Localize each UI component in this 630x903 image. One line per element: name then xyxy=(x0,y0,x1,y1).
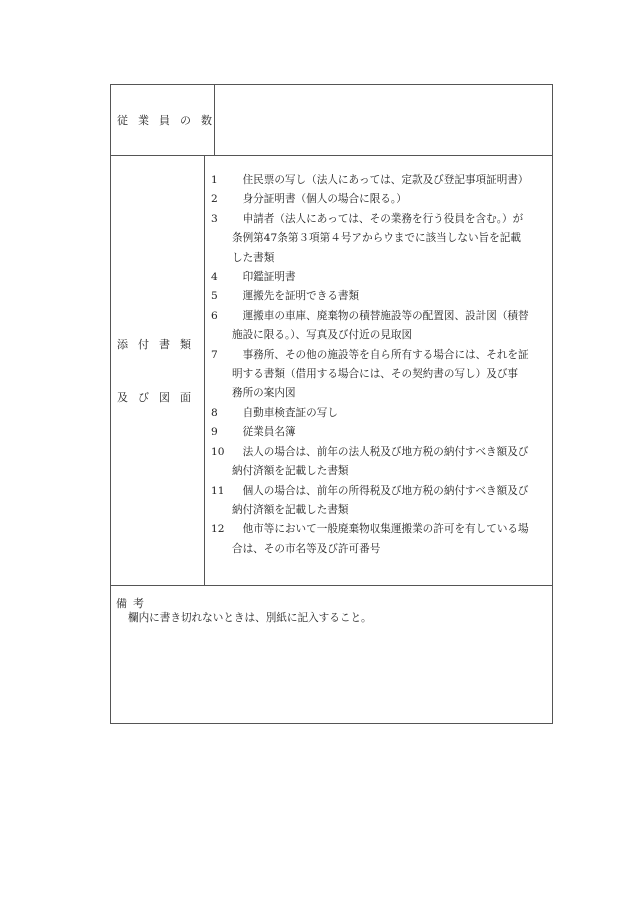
employees-label-cell xyxy=(111,85,222,155)
list-item xyxy=(211,287,549,306)
item-number: 8 xyxy=(211,406,218,419)
attachments-row xyxy=(111,156,552,586)
list-item xyxy=(211,171,549,190)
attachments-label-cell xyxy=(111,156,205,585)
list-item xyxy=(211,346,549,404)
item-text: 法人の場合は、前年の法人税及び地方税の納付すべき額及び 納付済額を記載した書類 xyxy=(232,445,529,478)
remarks-row xyxy=(111,586,552,724)
list-item xyxy=(211,443,549,482)
item-number: 7 xyxy=(211,348,218,361)
remarks-note: 欄内に書き切れないときは、別紙に記入すること。 xyxy=(128,612,372,624)
list-item xyxy=(211,520,549,559)
list-item xyxy=(211,423,549,442)
item-number: 3 xyxy=(211,212,218,225)
remarks-title: 備考 xyxy=(116,597,150,610)
item-number: 9 xyxy=(211,426,218,439)
attachments-list xyxy=(211,171,549,559)
item-text: 従業員名簿 xyxy=(232,426,296,439)
list-item xyxy=(211,482,549,521)
list-item xyxy=(211,268,549,287)
item-number: 2 xyxy=(211,193,218,206)
item-number: 6 xyxy=(211,309,218,322)
item-number: 12 xyxy=(211,523,225,536)
employees-label: 従業員の数 xyxy=(117,114,222,127)
item-text: 自動車検査証の写し xyxy=(232,406,338,419)
item-text: 住民票の写し（法人にあっては、定款及び登記事項証明書） xyxy=(232,174,529,186)
item-text: 身分証明書（個人の場合に限る。） xyxy=(232,193,407,206)
item-number: 11 xyxy=(211,484,225,497)
employees-value-cell[interactable] xyxy=(215,85,552,155)
list-item xyxy=(211,307,549,346)
employees-row xyxy=(111,85,552,156)
item-text: 印鑑証明書 xyxy=(232,271,296,284)
list-item xyxy=(211,404,549,423)
attachments-label-line2: 及び図面 xyxy=(117,391,201,404)
item-text: 他市等において一般廃棄物収集運搬業の許可を有している場 合は、その市名等及び許可番号 xyxy=(232,523,529,555)
list-item xyxy=(211,190,549,209)
item-text: 運搬車の車庫、廃棄物の積替施設等の配置図、設計図（積替 施設に限る。）、写真及び付近の見取図 xyxy=(232,309,529,342)
item-number: 10 xyxy=(211,445,225,458)
item-number: 5 xyxy=(211,290,218,303)
item-text: 個人の場合は、前年の所得税及び地方税の納付すべき額及び 納付済額を記載した書類 xyxy=(232,484,529,516)
item-text: 申請者（法人にあっては、その業務を行う役員を含む。）が 条例第47条第３項第４号アからウまでに該当しない旨を記載 した書類 xyxy=(232,212,524,264)
item-number: 1 xyxy=(211,174,218,186)
attachments-label-line1: 添付書類 xyxy=(117,338,201,351)
list-item xyxy=(211,210,549,268)
item-text: 運搬先を証明できる書類 xyxy=(232,290,360,303)
permit-application-form xyxy=(110,84,553,724)
item-number: 4 xyxy=(211,271,218,284)
item-text: 事務所、その他の施設等を自ら所有する場合には、それを証 明する書類（借用する場合には、その契約書の写し）及び事 務所の案内図 xyxy=(232,348,529,400)
